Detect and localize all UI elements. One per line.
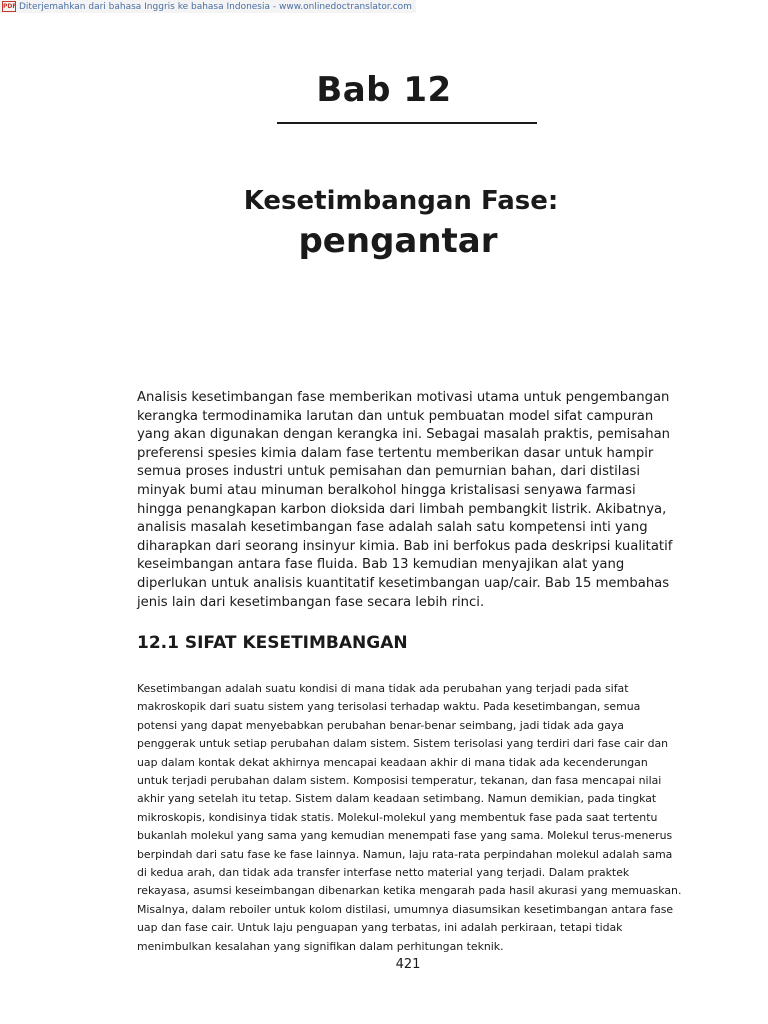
page-number: 421 — [395, 957, 421, 972]
chapter-title-line1: Kesetimbangan Fase: — [243, 186, 559, 216]
translator-banner — [0, 0, 416, 13]
chapter-title-line2: pengantar — [298, 221, 498, 261]
pdf-logo-icon: PDF — [3, 3, 17, 10]
section-heading: 12.1 SIFAT KESETIMBANGAN — [137, 633, 408, 653]
section-body-paragraph: Kesetimbangan adalah suatu kondisi di mana tidak ada perubahan yang terjadi pada sifat makroskopik dari suatu sistem yang terisolasi terhadap waktu. Pada kesetimbangan, semua potensi yang dapat menyebabkan perubahan benar-benar seimbang, jadi tidak ada gaya penggerak untuk setiap perubahan dalam sistem. Sistem terisolasi yang terdiri dari fase cair dan uap dalam kontak dekat akhirnya mencapai keadaan akhir di mana tidak ada kecenderungan untuk terjadi perubahan dalam sistem. Komposisi temperatur, tekanan, dan fasa mencapai nilai akhir yang setelah itu tetap. Sistem dalam keadaan setimbang. Namun demikian, pada tingkat mikroskopis, kondisinya tidak statis. Molekul-molekul yang membentuk fase pada saat tertentu bukanlah molekul yang sama yang kemudian menempati fase yang sama. Molekul terus-menerus berpindah dari satu fase ke fase lainnya. Namun, laju rata-rata perpindahan molekul adalah sama di kedua arah, dan tidak ada transfer interfase netto material yang terjadi. Dalam praktek rekayasa, asumsi keseimbangan dibenarkan ketika mengarah pada hasil akurasi yang memuaskan. Misalnya, dalam reboiler untuk kolom distilasi, umumnya diasumsikan kesetimbangan antara fase uap dan fase cair. Untuk laju penguapan yang terbatas, ini adalah perkiraan, tetapi tidak menimbulkan kesalahan yang signifikan dalam perhitungan teknik. — [137, 682, 682, 953]
chapter-label: Bab 12 — [316, 70, 452, 110]
intro-paragraph: Analisis kesetimbangan fase memberikan motivasi utama untuk pengembangan kerangka termodinamika larutan dan untuk pembuatan model sifat campuran yang akan digunakan dengan kerangka ini. Sebagai masalah praktis, pemisahan preferensi spesies kimia dalam fase tertentu memberikan dasar untuk hampir semua proses industri untuk pemisahan dan pemurnian bahan, dari distilasi minyak bumi atau minuman beralkohol hingga kristalisasi senyawa farmasi hingga penangkapan karbon dioksida dari limbah pembangkit listrik. Akibatnya, analisis masalah kesetimbangan fase adalah salah satu kompetensi inti yang diharapkan dari seorang insinyur kimia. Bab ini berfokus pada deskripsi kualitatif keseimbangan antara fase fluida. Bab 13 kemudian menyajikan alat yang diperlukan untuk analisis kuantitatif kesetimbangan uap/cair. Bab 15 membahas jenis lain dari kesetimbangan fase secara lebih rinci. — [137, 390, 673, 610]
translator-link[interactable]: Diterjemahkan dari bahasa Inggris ke bahasa Indonesia - www.onlinedoctranslator.com — [19, 1, 412, 12]
chapter-divider — [277, 122, 537, 124]
